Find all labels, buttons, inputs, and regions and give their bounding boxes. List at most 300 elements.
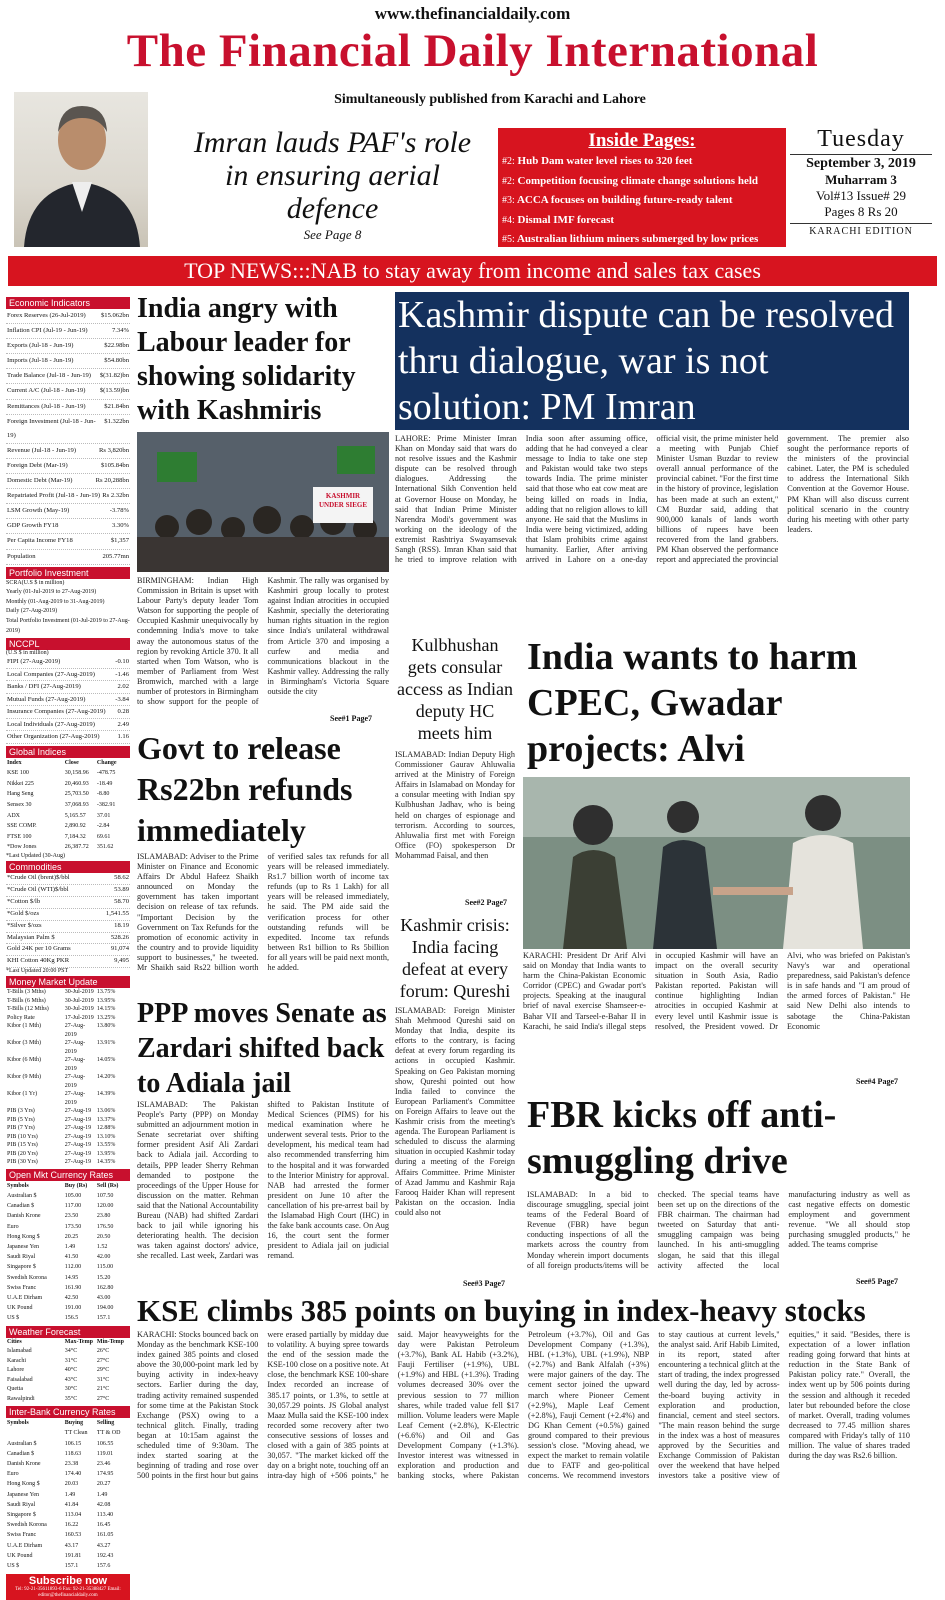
- table-cell: Swiss Franc: [7, 1532, 37, 1539]
- table-cell: Danish Krone: [7, 1460, 41, 1467]
- crisis-headline[interactable]: Kashmir crisis: India facing defeat at every forum: Qureshi: [399, 915, 511, 1001]
- issue-date: September 3, 2019: [806, 156, 916, 171]
- table-cell: 27-Aug-19: [64, 1125, 92, 1132]
- table-cell: 13.06%: [96, 1108, 116, 1115]
- global-indices-table: [6, 758, 130, 853]
- pages-price: Pages 8 Rs 20: [824, 204, 898, 219]
- table-row: [6, 1428, 130, 1438]
- inside-item[interactable]: #3: ACCA focuses on building future-ready talent: [502, 194, 733, 206]
- table-cell: 1.49: [96, 1491, 108, 1498]
- portfolio-row: Yearly (01-Jul-2019 to 27-Aug-2019): [6, 589, 97, 596]
- table-row: [6, 1232, 130, 1242]
- table-cell: Faisalabad: [7, 1376, 33, 1383]
- table-cell: 30,158.96: [64, 770, 89, 777]
- table-cell: 30-Jul-2019: [64, 1006, 94, 1013]
- table-row: [6, 997, 130, 1006]
- table-row: [6, 1039, 130, 1056]
- table-cell: 31°C: [96, 1376, 110, 1383]
- indicator-label: Current A/C (Jul-18 - Jun-19): [7, 387, 86, 395]
- table-cell: 13.37%: [96, 1116, 116, 1123]
- table-cell: Cities: [7, 1338, 22, 1345]
- alvi-body: KARACHI: President Dr Arif Alvi said on Monday that India wants to harm the China-Pakistan Economic Corridor (CPEC) and Gwadar port's projects. Speaking at the inaugural brief of naval exercise Shamseer-e-Bahar VII and Tarseel-e-Bahar II in Karachi, he said India's illegal steps in occupied Kashmir will have an impact on the overall security situation in South Asia, Radio Pakistan reported. Pakistan will continue highlighting Indian atrocities in occupied Kashmir at every level until Kashmir issue is resolved, the President vowed. Dr Alvi, who was briefed on Pakistan's Navy's war and operational preparedness, said Pakistan's defence is in safe hands and "I am proud of the armed forces of Pakistan." He said New Delhi also intends to sabotage the China-Pakistan Economic: [523, 951, 910, 1031]
- indicator-value: $1.322bn: [104, 417, 129, 425]
- table-row: [6, 842, 130, 853]
- table-cell: 14.35%: [96, 1159, 116, 1166]
- table-cell: 27-Aug-2019: [64, 1023, 86, 1038]
- table-cell: Symbols: [7, 1182, 29, 1189]
- table-cell: Hang Seng: [7, 791, 34, 798]
- portfolio-header: Portfolio Investment: [6, 567, 130, 579]
- tagline: Simultaneously published from Karachi and Lahore: [334, 92, 646, 107]
- indicator-value: 53.89: [114, 885, 129, 893]
- table-cell: 13.75%: [96, 989, 116, 996]
- indicator-row: [6, 550, 130, 565]
- inside-pages-box: [498, 128, 786, 247]
- table-cell: 31°C: [64, 1357, 78, 1364]
- edition: KARACHI EDITION: [790, 223, 932, 237]
- indicator-label: FIPI (27-Aug-2019): [7, 658, 61, 666]
- indicator-value: $1,357: [110, 537, 129, 545]
- indicator-label: Exports (Jul-18 - Jun-19): [7, 342, 74, 350]
- subscribe-title: Subscribe now: [28, 1575, 108, 1588]
- table-cell: 27-Aug-19: [64, 1150, 92, 1157]
- top-news-ticker[interactable]: [8, 256, 937, 286]
- crisis-see-page[interactable]: See#3 Page7: [463, 1279, 505, 1288]
- table-cell: Policy Rate: [7, 1014, 35, 1021]
- table-cell: 161.05: [96, 1532, 114, 1539]
- indicator-row: [6, 504, 130, 519]
- indicator-row: [6, 339, 130, 354]
- table-cell: 23.80: [96, 1213, 111, 1220]
- table-cell: Swiss Franc: [7, 1284, 37, 1291]
- govt-refunds-headline[interactable]: Govt to release Rs22bn refunds immediately: [137, 730, 353, 848]
- table-cell: 43.17: [64, 1542, 79, 1549]
- table-row: [6, 1273, 130, 1283]
- fbr-see-page[interactable]: See#5 Page7: [856, 1277, 898, 1286]
- weather-table: [6, 1338, 130, 1405]
- table-cell: 43.27: [96, 1542, 111, 1549]
- table-cell: 106.15: [64, 1440, 82, 1447]
- table-cell: 21°C: [96, 1386, 110, 1393]
- table-cell: Sensex 30: [7, 802, 32, 809]
- table-row: [6, 1283, 130, 1293]
- table-cell: Singapore $: [7, 1511, 36, 1518]
- table-cell: 106.55: [96, 1440, 114, 1447]
- indicator-label: Remittances (Jul-18 - Jun-19): [7, 402, 86, 410]
- table-cell: 113.40: [96, 1511, 114, 1518]
- table-cell: 7,184.32: [64, 833, 86, 840]
- table-row: [6, 1201, 130, 1211]
- hijri-date: Muharram 3: [825, 172, 897, 187]
- table-cell: 29°C: [96, 1367, 110, 1374]
- table-cell: 42.08: [96, 1501, 111, 1508]
- table-cell: 27-Aug-19: [64, 1159, 92, 1166]
- indicator-label: Imports (Jul-18 - Jun-19): [7, 357, 74, 365]
- table-cell: KSE 100: [7, 770, 29, 777]
- indicator-value: Rs 20,288bn: [95, 477, 129, 485]
- table-row: [6, 1530, 130, 1540]
- table-cell: 14.20%: [96, 1074, 116, 1081]
- indicator-value: $15.062bn: [100, 312, 129, 319]
- table-cell: 12.88%: [96, 1125, 116, 1132]
- indicator-label: Revenue (Jul-18 - Jun-19): [7, 446, 77, 454]
- table-cell: Rawalpindi: [7, 1395, 35, 1402]
- indicator-value: $105.84bn: [100, 461, 129, 469]
- table-cell: -18.49: [96, 780, 113, 787]
- table-cell: 174.95: [96, 1471, 114, 1478]
- table-cell: *Dow Jones: [7, 844, 37, 851]
- table-cell: 194.00: [96, 1305, 114, 1312]
- rally-sign-text: KASHMIR UNDER SIEGE: [318, 492, 368, 509]
- table-row: [6, 1022, 130, 1039]
- indicator-value: -3.84: [115, 695, 129, 703]
- fbr-headline[interactable]: FBR kicks off anti-smuggling drive: [527, 1094, 837, 1182]
- inside-pages-list: [498, 152, 786, 250]
- handshake-illustration-icon: [523, 777, 910, 949]
- table-row: [6, 1116, 130, 1125]
- indicator-row: [6, 719, 130, 732]
- table-row: [6, 1385, 130, 1395]
- table-cell: 23.38: [64, 1460, 79, 1467]
- alvi-photo: [523, 777, 910, 949]
- labour-headline: India angry with Labour leader for showing solidarity with Kashmiris: [137, 293, 356, 426]
- table-cell: 157.1: [64, 1562, 79, 1569]
- table-row: [6, 1242, 130, 1252]
- indicator-row: [6, 706, 130, 719]
- indicator-label: Foreign Debt (Mar-19): [7, 461, 68, 469]
- indicator-value: $22.98bn: [104, 342, 129, 350]
- newspaper-title: The Financial Daily International: [126, 25, 819, 77]
- table-row: [6, 988, 130, 997]
- economic-indicators-header: Economic Indicators: [6, 297, 130, 309]
- table-cell: US $: [7, 1315, 20, 1322]
- table-row: [6, 1005, 130, 1014]
- table-row: [6, 1510, 130, 1520]
- table-cell: 42.50: [64, 1294, 79, 1301]
- indicator-label: *Crude Oil (brent)$/bbl: [7, 874, 70, 881]
- portfolio-row: Monthly (01-Aug-2019 to 31-Aug-2019): [6, 598, 105, 605]
- alvi-see-page[interactable]: See#4 Page7: [856, 1077, 898, 1086]
- table-cell: 27-Aug-19: [64, 1108, 92, 1115]
- table-cell: 30-Jul-2019: [64, 989, 94, 996]
- indicator-label: Trade Balance (Jul-18 - Jun-19): [7, 372, 91, 380]
- table-cell: 27-Aug-2019: [64, 1091, 86, 1106]
- table-cell: Selling: [96, 1420, 115, 1427]
- indicator-row: [6, 921, 130, 933]
- table-cell: 23.50: [64, 1213, 79, 1220]
- date-block: [790, 126, 932, 247]
- table-cell: Kibor (9 Mth): [7, 1074, 41, 1081]
- table-cell: 162.80: [96, 1284, 114, 1291]
- table-cell: TT Clean: [64, 1430, 88, 1437]
- indicator-label: Local Companies (27-Aug-2019): [7, 670, 95, 678]
- indicator-row: [6, 384, 130, 399]
- table-cell: 42.00: [96, 1254, 111, 1261]
- table-row: [6, 800, 130, 811]
- table-cell: Kibor (3 Mth): [7, 1040, 41, 1047]
- indicator-label: Local Individuals (27-Aug-2019): [7, 720, 95, 728]
- table-row: [6, 1469, 130, 1479]
- table-cell: 191.00: [64, 1305, 82, 1312]
- indicator-value: 2.49: [117, 720, 129, 728]
- weekday: Tuesday: [790, 126, 932, 155]
- open-market-header: Open Mkt Currency Rates: [6, 1169, 130, 1181]
- nccpl-sub: (U.S $ in million): [6, 650, 49, 657]
- indicator-value: 1.16: [117, 733, 129, 741]
- indicator-value: 2.02: [117, 683, 129, 691]
- table-cell: Euro: [7, 1471, 19, 1478]
- table-cell: Max-Temp: [64, 1338, 93, 1345]
- table-row: [6, 1459, 130, 1469]
- money-market-table: [6, 988, 130, 1167]
- indicator-label: Population: [7, 552, 36, 560]
- table-row: [6, 1141, 130, 1150]
- indicator-row: [6, 885, 130, 897]
- table-cell: 30-Jul-2019: [64, 997, 94, 1004]
- indicator-value: 528.26: [110, 933, 129, 941]
- portfolio-row: SCRA(U.S $ in million): [6, 579, 65, 586]
- table-cell: PIB (5 Yrs): [7, 1116, 35, 1123]
- table-cell: 23.46: [96, 1460, 111, 1467]
- table-cell: Lahore: [7, 1367, 24, 1374]
- indicator-label: Domestic Debt (Mar-19): [7, 477, 73, 485]
- table-cell: 16.22: [64, 1522, 79, 1529]
- table-cell: 14.39%: [96, 1091, 116, 1098]
- table-row: [6, 1551, 130, 1561]
- table-row: [6, 821, 130, 832]
- indicator-value: 1,541.55: [105, 909, 129, 917]
- table-cell: Australian $: [7, 1440, 37, 1447]
- table-cell: U.A.E Dirham: [7, 1542, 43, 1549]
- table-cell: 14.15%: [96, 1006, 116, 1013]
- kashmir-lead-headline-box[interactable]: [395, 292, 909, 430]
- table-cell: Buying: [64, 1420, 84, 1427]
- table-cell: 27-Aug-2019: [64, 1074, 86, 1089]
- table-cell: PIB (20 Yrs): [7, 1150, 38, 1157]
- indicator-value: 91,074: [110, 945, 129, 953]
- table-cell: 118.63: [64, 1450, 82, 1457]
- table-cell: 27°C: [96, 1395, 110, 1402]
- table-cell: Hong Kong $: [7, 1481, 40, 1488]
- interbank-table: [6, 1418, 130, 1571]
- portfolio-row: Total Portfolio Investment (01-Jul-2019 to 27-Aug-2019): [6, 617, 130, 634]
- table-cell: [7, 1428, 65, 1438]
- kulbhushan-article[interactable]: [395, 634, 515, 744]
- indicator-label: *Cotton $/lb: [7, 897, 41, 905]
- table-cell: 69.61: [96, 833, 111, 840]
- table-cell: 27-Aug-2019: [64, 1057, 86, 1072]
- table-cell: 107.50: [96, 1192, 114, 1199]
- commodities-header: Commodities: [6, 861, 130, 873]
- nccpl-list: [6, 656, 130, 744]
- interbank-header: Inter-Bank Currency Rates: [6, 1406, 130, 1418]
- table-row: [6, 1439, 130, 1449]
- lead-teaser[interactable]: [170, 126, 495, 246]
- table-row: [6, 1303, 130, 1313]
- indicator-row: [6, 944, 130, 956]
- table-cell: 2,890.92: [64, 823, 86, 830]
- kse-body: KARACHI: Stocks bounced back on Monday as the benchmark KSE-100 index gained 385 points and closed above the 30,000-point mark led by buying activity in index-heavy sectors. Earlier during the day, trading activity remained suspended for some time at the Pakistan Stock Exchange (PSX) owing to a technical glitch. Finally, trading began at 10:15am against the scheduled time of 9:30am. The index started soaring at the beginning of trading and rose over 500 points in the first hour but gains were erased partially by midday due to volatility. A buying spree towards the end of the session made the KSE-100 close on a positive note. At close, the benchmark KSE 100-share Index recorded an increase of 385.17 points, or 1.3%, to settle at 30,057.29 points. JS Global analyst Maaz Mulla said the KSE-100 index recorded some recovery after two consecutive sessions of losses and closed with a gain of 385 points at 30,057. "The market kicked off the day on a bright note, touching off an intra-day high of +506 points," he said. Major heavyweights for the day were Pakistan Petroleum (+3.7%), Bank AL Habib (+3.2%), Fauji Fertiliser (+1.9%), UBL (+1.9%) and HBL (+1.3%). Trading volumes decreased 30% over the previous session to 77 million shares, while traded value fell $17 million. Volume leaders were Maple Leaf Cement (+2.8%), K-Electric (+6.6%) and Oil and Gas Development Company (+1.3%). Investor interest was witnessed in exploration and production and banking stocks, where Pakistan Petroleum (+3.7%), Oil and Gas Development Company (+1.3%), HBL (+1.3%), UBL (+1.9%), NBP (+2.7%) and Bank Alfalah (+3%) were major gainers of the day. The cement sector joined the upward march where Pioneer Cement (+2.9%), Maple Leaf Cement (+2.8%), Fauji Cement (+2.4%) and DG Khan Cement (+0.5%) gained ground compared to their previous session's close. "Moving ahead, we expect the market to remain volatile due to FATF and geo-political concerns. We recommend investors to stay cautious at current levels," the analyst said. Arif Habib Limited, in its report, stated after encountering a technical glitch at the start of trading, the index progressed well during the day, led by across-the-board buying activity in exploration and production, financial, cement and steel sectors. "The main reason behind the surge in the index was a host of measures approved by the Securities and Exchange Commission of Pakistan over the weekend that have helped investors take a positive view of equities," it said. "Besides, there is expectation of a lower inflation reading going forward that hints at reduction in the State Bank of Pakistan policy rate." Overall, the index went up by 506 points during the session and although it receded later but rebounded before the close of market. Overall, trading volumes decreased to 77.45 million shares compared with Friday's tally of 110 million. The value of shares traded during the day was Rs2.6 billion.: [137, 1330, 910, 1481]
- table-cell: 13.91%: [96, 1040, 116, 1047]
- volume-issue: Vol#13 Issue# 29: [815, 188, 907, 203]
- kulbhushan-see-page[interactable]: See#2 Page7: [465, 898, 507, 907]
- table-cell: 113.04: [64, 1511, 82, 1518]
- table-cell: 35°C: [64, 1395, 78, 1402]
- table-row: [6, 832, 130, 843]
- indicator-label: KHI Cotton 40Kg PKR: [7, 957, 70, 965]
- table-cell: ADX: [7, 812, 20, 819]
- table-cell: T-Bills (6 Mths): [7, 997, 46, 1004]
- economic-indicators-list: [6, 309, 130, 565]
- table-cell: Symbols: [7, 1420, 29, 1427]
- table-row: [6, 1124, 130, 1133]
- table-row: [6, 1158, 130, 1167]
- inside-item[interactable]: #2: Hub Dam water level rises to 320 feet: [502, 155, 693, 167]
- inside-item[interactable]: #4: Dismal IMF forecast: [502, 213, 615, 226]
- indicator-row: [6, 534, 130, 549]
- table-cell: Euro: [7, 1223, 19, 1230]
- indicator-row: [6, 354, 130, 369]
- table-cell: Kibor (6 Mth): [7, 1057, 41, 1064]
- table-row: [6, 1293, 130, 1303]
- rally-photo: [137, 432, 389, 572]
- indicator-value: Rs 3,820bn: [98, 446, 129, 454]
- indicator-label: Per Capita Income FY18: [7, 537, 73, 545]
- kashmir-headline: Kashmir dispute can be resolved thru dialogue, war is not solution: PM Imran: [398, 294, 894, 428]
- table-cell: 117.00: [64, 1203, 82, 1210]
- indicator-label: Inflation CPI (Jul-19 - Jun-19): [7, 327, 88, 335]
- indicator-value: $(31.82)bn: [99, 372, 129, 380]
- table-cell: Australian $: [7, 1192, 37, 1199]
- ppp-body: ISLAMABAD: The Pakistan People's Party (PPP) on Monday submitted an adjournment motion in Senate secretariat over shifting former president Asif Ali Zardari back to Adiala jail. According to details, PPP leader Sherry Rehman demanded to postpone the proceedings of the Upper House for discussion on the matter. Rehman said that the National Accountability Bureau (NAB) had shifted Zardari back to jail while ignoring his deteriorating health. The decision was taken against doctors' advice, she recalled. Last week, Zardari was shifted to Pakistan Institute of Medical Sciences (PIMS) for his medical examination where he underwent several tests. Prior to the development, his medical team had also recommended transferring him to the hospital and it was forwarded to the Interior Ministry for approval. NAB had arrested the former president on June 10 after the cancellation of his pre-arrest bail by the Islamabad High Court (IHC) in the fake bank accounts case. On Aug 16, the court sent the former president to Adiala jail on judicial remand.: [137, 1100, 389, 1261]
- indicator-row: [6, 400, 130, 415]
- table-cell: Canadian $: [7, 1450, 35, 1457]
- market-sidebar: [6, 295, 130, 1599]
- table-cell: 43.00: [96, 1294, 111, 1301]
- commodities-list: [6, 873, 130, 968]
- table-row: [6, 1073, 130, 1090]
- indicator-row: [6, 694, 130, 707]
- alvi-headline[interactable]: India wants to harm CPEC, Gwadar projects: Alvi: [527, 636, 858, 770]
- table-cell: 176.50: [96, 1223, 114, 1230]
- table-cell: PIB (15 Yrs): [7, 1142, 38, 1149]
- table-cell: 43°C: [64, 1376, 78, 1383]
- portfolio-row: Daily (27-Aug-2019): [6, 608, 58, 615]
- table-cell: 14.05%: [96, 1057, 116, 1064]
- table-cell: 13.10%: [96, 1133, 116, 1140]
- indicator-label: Banks / DFI (27-Aug-2019): [7, 683, 81, 691]
- indicator-value: -1.46: [115, 670, 129, 678]
- table-cell: 115.00: [96, 1264, 114, 1271]
- table-cell: 112.00: [64, 1264, 82, 1271]
- table-cell: 20.27: [96, 1481, 111, 1488]
- table-cell: 161.90: [64, 1284, 82, 1291]
- table-cell: 13.95%: [96, 997, 116, 1004]
- subscribe-box[interactable]: [6, 1574, 130, 1600]
- table-row: [6, 1262, 130, 1272]
- table-cell: 192.43: [96, 1552, 114, 1559]
- indicator-value: 58.70: [114, 897, 129, 905]
- table-row: [6, 1541, 130, 1551]
- lead-teaser-see-page: See Page 8: [303, 227, 362, 242]
- table-cell: 41.84: [64, 1501, 79, 1508]
- table-cell: 13.95%: [96, 1150, 116, 1157]
- labour-see-page[interactable]: See#1 Page7: [330, 714, 372, 723]
- indicator-label: LSM Growth (May-19): [7, 507, 70, 515]
- table-row: [6, 1090, 130, 1107]
- table-cell: 27-Aug-19: [64, 1133, 92, 1140]
- table-cell: Danish Krone: [7, 1213, 41, 1220]
- global-indices-header: Global Indices: [6, 746, 130, 758]
- table-cell: 13.80%: [96, 1023, 116, 1030]
- table-cell: 174.40: [64, 1471, 82, 1478]
- site-url[interactable]: www.thefinancialdaily.com: [374, 4, 571, 23]
- indicator-row: [6, 489, 130, 504]
- indicator-row: [6, 731, 130, 744]
- indicator-label: *Silver $/ozs: [7, 921, 42, 929]
- portfolio-list: [6, 579, 130, 637]
- table-cell: Japanese Yen: [7, 1491, 39, 1498]
- indicator-label: *Gold $/ozs: [7, 909, 40, 917]
- indicator-value: -3.78%: [109, 507, 129, 515]
- table-cell: 34°C: [64, 1348, 78, 1355]
- commodities-note: *Last Updated 20:00 PST: [6, 968, 69, 975]
- indicator-row: [6, 309, 130, 324]
- table-row: [6, 1211, 130, 1221]
- indicator-value: 3.30%: [111, 522, 129, 530]
- indicator-label: Gold 24K per 10 Grams: [7, 945, 71, 953]
- indicator-label: Insurance Companies (27-Aug-2019): [7, 708, 106, 716]
- table-header-row: [6, 758, 130, 769]
- inside-item[interactable]: #5: Australian lithium miners submerged by low prices: [502, 233, 759, 245]
- table-cell: 13.25%: [96, 1014, 116, 1021]
- open-market-table: [6, 1181, 130, 1324]
- table-cell: 17-Jul-2019: [64, 1014, 94, 1021]
- indicator-value: $54.80bn: [104, 357, 129, 365]
- table-cell: 191.81: [64, 1552, 82, 1559]
- indicator-value: 0.28: [117, 708, 129, 716]
- labour-article[interactable]: [137, 292, 389, 428]
- table-row: [6, 1520, 130, 1530]
- table-cell: 16.45: [96, 1522, 111, 1529]
- kse-headline[interactable]: KSE climbs 385 points on buying in index-heavy stocks: [137, 1293, 866, 1328]
- table-cell: PIB (30 Yrs): [7, 1159, 38, 1166]
- indicator-row: [6, 459, 130, 474]
- table-cell: 15.20: [96, 1274, 111, 1281]
- table-row: [6, 1252, 130, 1262]
- table-cell: Swedish Korona: [7, 1274, 47, 1281]
- table-row: [6, 1500, 130, 1510]
- table-cell: 27°C: [96, 1357, 110, 1364]
- ppp-headline[interactable]: PPP moves Senate as Zardari shifted back to Adiala jail: [137, 998, 387, 1099]
- table-cell: SSE COMP.: [7, 823, 37, 830]
- table-cell: US $: [7, 1562, 20, 1569]
- indicator-row: [6, 415, 130, 444]
- table-cell: PIB (10 Yrs): [7, 1133, 38, 1140]
- table-row: [6, 789, 130, 800]
- table-row: [6, 1366, 130, 1376]
- inside-item[interactable]: #2: Competition focusing climate change solutions held: [502, 174, 759, 187]
- indicator-row: [6, 369, 130, 384]
- table-cell: Hong Kong $: [7, 1233, 40, 1240]
- table-cell: 160.53: [64, 1532, 82, 1539]
- indicator-row: [6, 669, 130, 682]
- indicator-label: GDP Growth FY18: [7, 522, 59, 530]
- table-cell: -478.75: [96, 770, 116, 777]
- table-cell: Kibor (1 Yr): [7, 1091, 38, 1098]
- govt-refunds-body: ISLAMABAD: Adviser to the Prime Minister on Finance and Economic Affairs Dr Abdul Hafeez Shaikh announced on Monday the government has taken important decision on release of tax refunds. "Important Decision by the Government on Tax Refunds for the promotion of economic activity in the country and to provide liquidity support to businesses," he tweeted. Mr Shaikh said Rs22 billion worth of verified sales tax refunds for all years will be released immediately. Rs1.7 billion worth of income tax refunds (up to Rs 1 Lakh) for all years will be released immediately, he said. The PM aide said the verification process for other outstanding refunds will be expedited. Income tax refunds between Rs1 billion to Rs 5billion for all years will be paid next month, he added.: [137, 852, 389, 973]
- table-cell: 25,703.50: [64, 791, 89, 798]
